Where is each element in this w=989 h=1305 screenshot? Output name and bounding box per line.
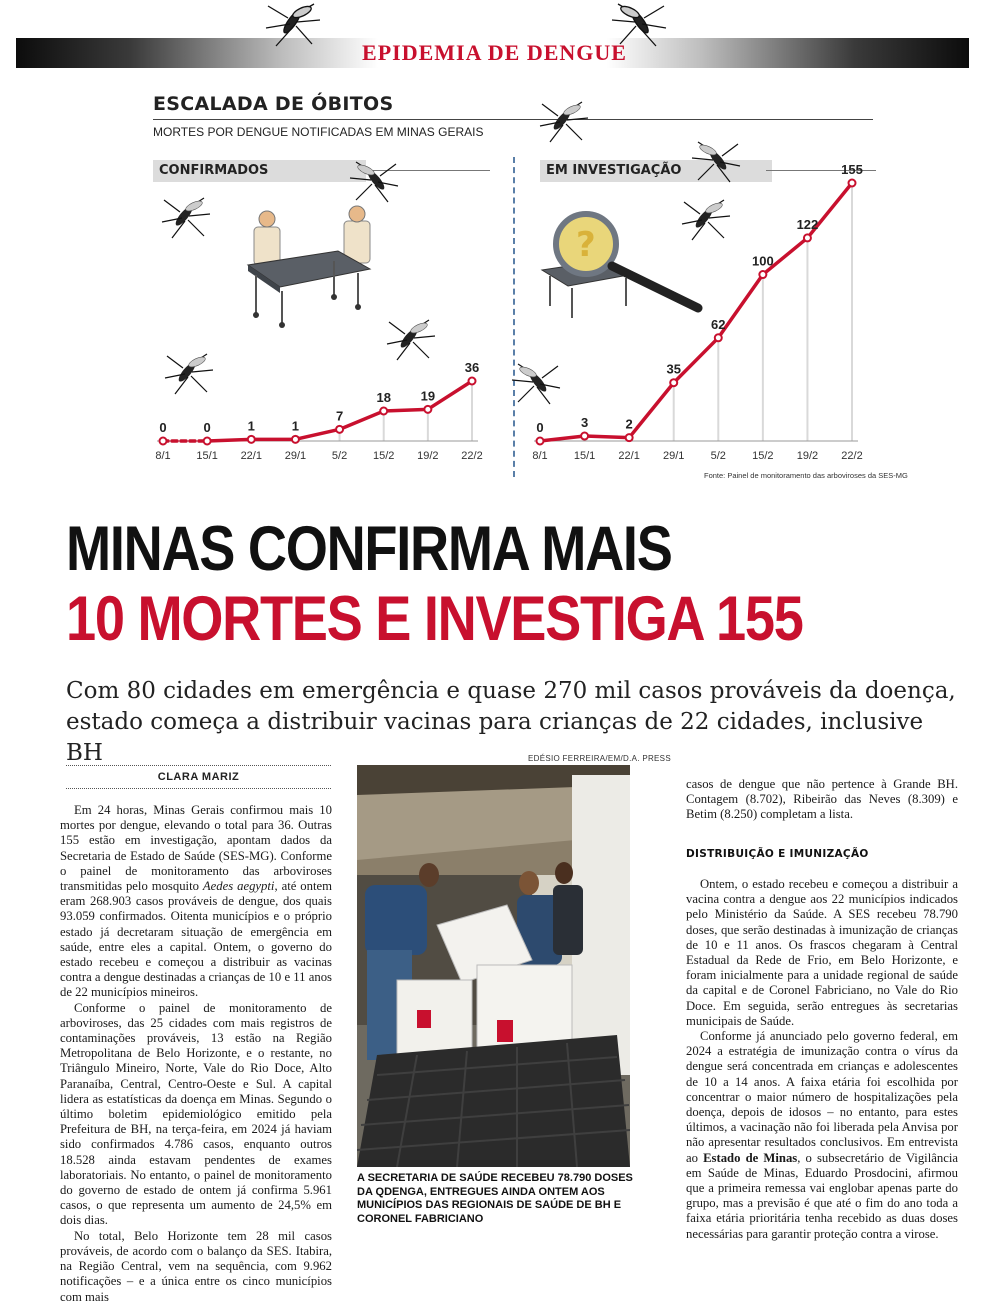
investigation-tick-label: 29/1	[663, 450, 685, 462]
infographic-title: ESCALADA DE ÓBITOS	[153, 93, 394, 115]
section-subhead: DISTRIBUIÇÃO E IMUNIZAÇÃO	[686, 848, 869, 860]
confirmed-line-segment	[295, 429, 339, 439]
confirmed-value-label: 19	[420, 388, 436, 404]
article-column-3	[686, 777, 958, 823]
confirmed-value-label: 0	[159, 420, 167, 435]
section-title: EPIDEMIA DE DENGUE	[362, 40, 627, 65]
investigation-line-segment	[585, 436, 630, 438]
investigation-data-point	[537, 438, 544, 445]
investigation-data-point	[849, 180, 856, 187]
mosquito-icon	[350, 162, 398, 202]
confirmed-tick-label: 22/1	[240, 450, 262, 462]
warehouse-workers-photo	[357, 765, 630, 1167]
paragraph: Conforme o painel de monitoramento de arboviroses, das 25 cidades com mais registros de contaminações prováveis, 13 estão na Região Metropolitana de Belo Horizonte, e o restante, no Triângulo Mineiro, Norte, Vale do Rio Doce, Alto Paranaíba, Central, Centro-Oeste e Sul. A capital lidera as estatísticas da doença em Minas. Segundo o último boletim epidemiológico emitido pela Prefeitura de BH, na terça-feira, em 2024 já haviam sido confirmados 4.786 casos, enquanto outros 18.528 ainda estavam pendentes de exames laboratoriais. No entanto, o painel de monitoramento do governo de estado de ontem já confirma 5.961 casos, o que representa um aumento de 24,5% em dois dias.	[60, 1000, 332, 1228]
byline-rule	[66, 765, 331, 766]
confirmed-data-point	[160, 438, 167, 445]
investigation-value-label: 35	[666, 361, 681, 377]
panel-label-investigation: EM INVESTIGAÇÃO	[540, 160, 772, 182]
confirmed-tick-label: 19/2	[417, 450, 439, 462]
mosquito-icon	[540, 102, 588, 142]
paragraph: casos de dengue que não pertence à Grande BH. Contagem (8.702), Ribeirão das Neves (8.309) e Betim (8.250) completam a lista.	[686, 777, 958, 822]
investigation-tick-label: 15/1	[573, 450, 596, 462]
confirmed-line-segment	[384, 409, 428, 411]
confirmed-line-segment	[207, 439, 251, 441]
confirmed-data-point	[336, 426, 343, 433]
investigation-tick-label: 19/2	[796, 450, 819, 462]
article-column-3-continued	[686, 877, 958, 1242]
investigation-tick-label: 5/2	[710, 450, 726, 462]
photo-caption: A SECRETARIA DE SAÚDE RECEBEU 78.790 DOSES DA QDENGA, ENTREGUES AINDA ONTEM AOS MUNICÍPIOS DAS REGIONAIS DE SAÚDE DE BH E CORONEL FABRICIANO	[357, 1172, 633, 1225]
investigation-value-label: 3	[580, 415, 589, 431]
investigation-tick-label: 8/1	[532, 450, 548, 462]
mosquito-icon	[162, 198, 210, 238]
investigation-data-point	[715, 334, 722, 341]
investigation-tick-label: 15/2	[752, 450, 774, 462]
headline-line-1: MINAS CONFIRMA MAIS	[66, 514, 672, 584]
headline-line-2: 10 MORTES E INVESTIGA 155	[66, 584, 803, 654]
byline: CLARA MARIZ	[157, 771, 240, 783]
mosquito-icon	[682, 200, 730, 240]
investigation-data-point	[670, 379, 677, 386]
confirmed-tick-label: 29/1	[284, 450, 307, 462]
paragraph: Conforme já anunciado pelo governo federal, em 2024 a estratégia de imunização contra o vírus da dengue será concentrada em crianças e adolescentes de 10 a 14 anos. A faixa etária foi escolhida por concentrar o maior número de hospitalizações pela doença, depois de idosos – no entanto, para estes últimos, a vacinação não foi liberada pela Anvisa por não apresentar resultados conclusivos. Em entrevista ao Estado de Minas, o subsecretário de Vigilância em Saúde de Minas, Eduardo Prosdocini, afirmou que a primeira remessa vai englobar apenas parte do grupo, mas a previsão é que até o fim do ano toda a faixa etária prioritária tenha recebido as duas doses necessárias para garantir proteção contra a virose.	[686, 1029, 958, 1241]
mosquito-icon	[692, 142, 740, 182]
svg-text:?: ?	[576, 225, 596, 265]
investigation-data-point	[626, 434, 633, 441]
line-charts	[0, 0, 989, 480]
mosquito-icon	[165, 354, 213, 394]
panel-label-confirmed: CONFIRMADOS	[153, 160, 366, 182]
confirmed-value-label: 7	[335, 408, 344, 424]
paragraph: No total, Belo Horizonte tem 28 mil casos prováveis, de acordo com o balanço da SES. Itabira, na Região Central, vem na sequência, com 9.962 notificações – e a única entre os cinco municípios com mais	[60, 1228, 332, 1304]
news-photo	[357, 765, 630, 1167]
infographic-subtitle: MORTES POR DENGUE NOTIFICADAS EM MINAS GERAIS	[153, 125, 484, 139]
confirmed-value-label: 1	[291, 418, 300, 434]
confirmed-tick-label: 22/2	[461, 450, 483, 462]
photo-credit: EDÉSIO FERREIRA/EM/D.A. PRESS	[528, 754, 671, 763]
confirmed-tick-label: 5/2	[331, 450, 348, 462]
investigation-value-label: 2	[625, 416, 633, 432]
investigation-value-label: 122	[796, 216, 819, 232]
investigation-data-point	[581, 433, 588, 440]
confirmed-line-segment	[340, 411, 384, 429]
confirmed-data-point	[248, 436, 255, 443]
investigation-value-label: 0	[536, 420, 544, 435]
paragraph: Ontem, o estado recebeu e começou a distribuir a vacina contra a dengue aos 22 municípios indicados pelo Ministério da Saúde. A SES recebeu 78.790 doses, que serão destinadas à imunização de crianças de 10 e 11 anos. Os frascos chegaram à Central Estadual da Rede de Frio, em Belo Horizonte, e foram inicialmente para a unidade regional de saúde da capital e de Coronel Fabriciano, no Vale do Rio Doce. Em seguida, serão entregues às secretarias municipais de Saúde.	[686, 877, 958, 1028]
investigation-value-label: 62	[711, 316, 726, 332]
investigation-tick-label: 22/2	[841, 450, 863, 462]
investigation-line-segment	[629, 383, 674, 438]
confirmed-value-label: 36	[464, 360, 480, 375]
mosquito-icon	[387, 320, 435, 360]
investigation-line-segment	[540, 436, 585, 441]
investigation-tick-label: 22/1	[618, 450, 640, 462]
paragraph: Em 24 horas, Minas Gerais confirmou mais 10 mortes por dengue, elevando o total para 36. Outras 155 estão em investigação, apontam dados da Secretaria de Estado de Saúde (SES-MG). Conforme o painel de monitoramento das arboviroses transmitidas pelo mosquito Aedes aegypti, até ontem eram 268.903 casos prováveis de dengue, dos quais 93.059 confirmados. Oitenta municípios e o próprio estado já decretaram situação de emergência em saúde, entre eles a capital. Ontem, o governo do estado recebeu e começou a distribuir as vacinas contra a dengue destinadas a crianças de 10 e 11 anos de 22 municípios mineiros.	[60, 803, 332, 1000]
investigation-value-label: 155	[841, 162, 863, 177]
confirmed-data-point	[380, 408, 387, 415]
confirmed-data-point	[204, 438, 211, 445]
confirmed-tick-label: 15/2	[373, 450, 395, 462]
confirmed-value-label: 1	[247, 418, 255, 434]
chart-source: Fonte: Painel de monitoramento das arboviroses da SES-MG	[704, 471, 908, 480]
investigation-data-point	[804, 234, 811, 241]
byline-rule	[66, 788, 331, 789]
confirmed-data-point	[424, 406, 431, 413]
investigation-value-label: 100	[752, 253, 774, 269]
confirmed-data-point	[292, 436, 299, 443]
mosquito-icon	[512, 364, 560, 404]
subheadline: Com 80 cidades em emergência e quase 270 mil casos prováveis da doença, estado começa a distribuir vacinas para crianças de 22 cidades, inclusive BH	[66, 678, 956, 766]
confirmed-tick-label: 8/1	[155, 450, 171, 462]
confirmed-data-point	[469, 378, 476, 385]
investigation-data-point	[759, 271, 766, 278]
confirmed-value-label: 0	[203, 420, 211, 435]
article-column-1	[60, 803, 332, 1305]
confirmed-value-label: 18	[376, 390, 391, 405]
confirmed-tick-label: 15/1	[196, 450, 218, 462]
